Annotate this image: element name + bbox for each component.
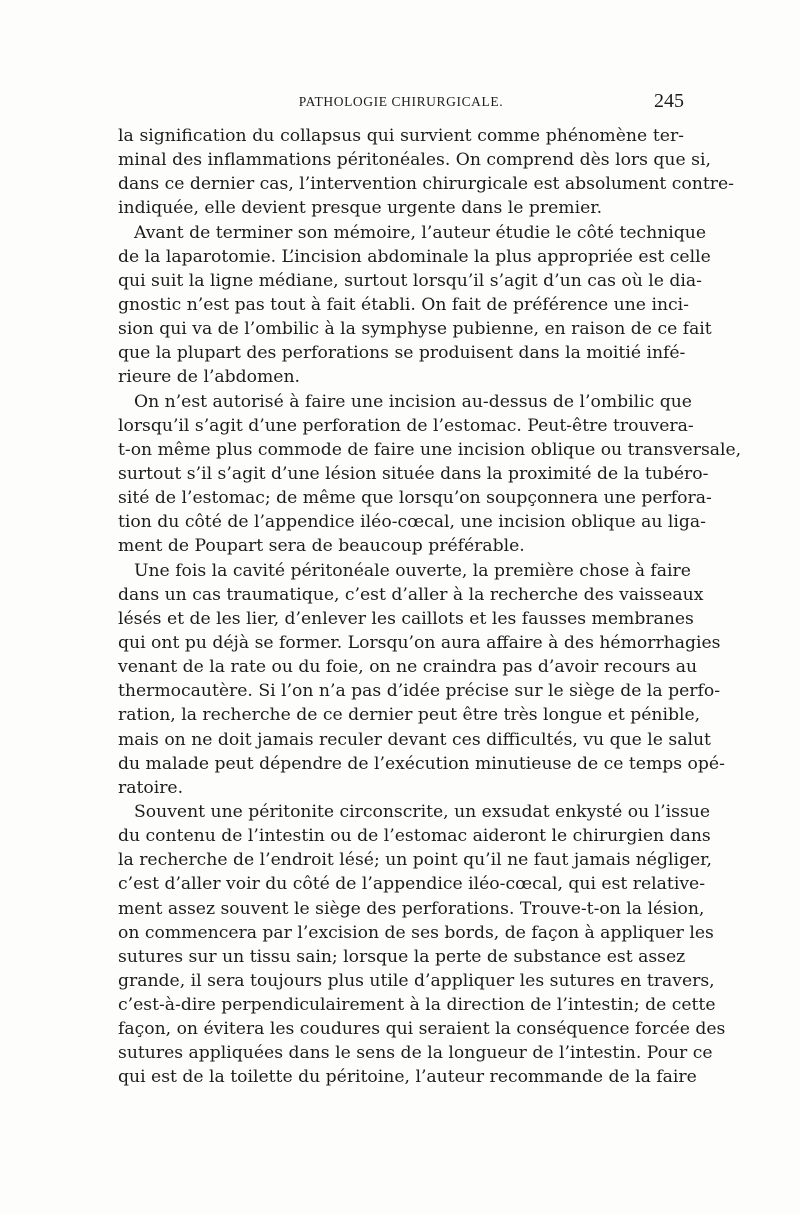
text-line: mais on ne doit jamais reculer devant ces difficultés, vu que le salut bbox=[118, 729, 711, 750]
text-line: du malade peut dépendre de l’exécution minutieuse de ce temps opé- bbox=[118, 753, 725, 774]
text-line: dans ce dernier cas, l’intervention chirurgicale est absolument contre- bbox=[118, 174, 734, 195]
text-line: Une fois la cavité péritonéale ouverte, la première chose à faire bbox=[134, 560, 691, 581]
text-line: sutures sur un tissu sain; lorsque la perte de substance est assez bbox=[118, 946, 686, 967]
text-line: qui est de la toilette du péritoine, l’auteur recommande de la faire bbox=[118, 1067, 697, 1088]
page-number: 245 bbox=[654, 90, 684, 112]
text-line: façon, on évitera les coudures qui seraient la conséquence forcée des bbox=[118, 1019, 726, 1040]
text-line: c’est d’aller voir du côté de l’appendice iléo-cœcal, qui est relative- bbox=[118, 874, 706, 895]
text-line: ment de Poupart sera de beaucoup préférable. bbox=[118, 536, 525, 557]
text-line: c’est-à-dire perpendiculairement à la direction de l’intestin; de cette bbox=[118, 995, 716, 1016]
text-line: tion du côté de l’appendice iléo-cœcal, une incision oblique au liga- bbox=[118, 512, 706, 533]
text-line: sutures appliquées dans le sens de la longueur de l’intestin. Pour ce bbox=[118, 1043, 713, 1064]
text-line: lésés et de les lier, d’enlever les caillots et les fausses membranes bbox=[118, 608, 694, 629]
running-title: PATHOLOGIE CHIRURGICALE. bbox=[298, 94, 504, 109]
text-line: on commencera par l’excision de ses bords, de façon à appliquer les bbox=[118, 922, 714, 943]
text-line: sion qui va de l’ombilic à la symphyse pubienne, en raison de ce fait bbox=[118, 319, 712, 340]
text-line: minal des inflammations péritonéales. On comprend dès lors que si, bbox=[118, 150, 711, 171]
text-line: qui ont pu déjà se former. Lorsqu’on aura affaire à des hémorrhagies bbox=[118, 632, 721, 653]
text-line: surtout s’il s’agit d’une lésion située dans la proximité de la tubéro- bbox=[118, 463, 709, 484]
text-line: Souvent une péritonite circonscrite, un exsudat enkysté ou l’issue bbox=[134, 801, 711, 822]
text-line: que la plupart des perforations se produisent dans la moitié infé- bbox=[118, 343, 686, 364]
text-line: la signification du collapsus qui survient comme phénomène ter- bbox=[118, 126, 684, 146]
text-line: gnostic n’est pas tout à fait établi. On fait de préférence une inci- bbox=[118, 294, 689, 315]
text-line: grande, il sera toujours plus utile d’appliquer les sutures en travers, bbox=[118, 970, 715, 991]
text-line: la recherche de l’endroit lésé; un point qu’il ne faut jamais négliger, bbox=[118, 850, 712, 871]
text-line: sité de l’estomac; de même que lorsqu’on soupçonnera une perfora- bbox=[118, 488, 712, 509]
body-text bbox=[118, 124, 742, 1090]
text-line: ment assez souvent le siège des perforations. Trouve-t-on la lésion, bbox=[118, 898, 705, 919]
text-line: du contenu de l’intestin ou de l’estomac aideront le chirurgien dans bbox=[118, 826, 711, 847]
text-line: qui suit la ligne médiane, surtout lorsqu’il s’agit d’un cas où le dia- bbox=[118, 270, 702, 291]
text-line: Avant de terminer son mémoire, l’auteur étudie le côté technique bbox=[134, 222, 707, 243]
text-line: thermocautère. Si l’on n’a pas d’idée précise sur le siège de la perfo- bbox=[118, 681, 721, 702]
text-line: indiquée, elle devient presque urgente dans le premier. bbox=[118, 198, 603, 219]
text-line: de la laparotomie. L’incision abdominale la plus appropriée est celle bbox=[118, 246, 711, 267]
text-line: lorsqu’il s’agit d’une perforation de l’estomac. Peut-être trouvera- bbox=[118, 415, 694, 436]
running-head bbox=[118, 90, 684, 120]
text-line: venant de la rate ou du foie, on ne craindra pas d’avoir recours au bbox=[118, 657, 698, 678]
text-line: ratoire. bbox=[118, 777, 184, 798]
text-line: rieure de l’abdomen. bbox=[118, 367, 301, 388]
text-line: On n’est autorisé à faire une incision au-dessus de l’ombilic que bbox=[134, 391, 692, 412]
text-line: ration, la recherche de ce dernier peut être très longue et pénible, bbox=[118, 705, 701, 726]
text-line: t-on même plus commode de faire une incision oblique ou transversale, bbox=[118, 439, 742, 460]
text-line: dans un cas traumatique, c’est d’aller à la recherche des vaisseaux bbox=[118, 584, 704, 605]
